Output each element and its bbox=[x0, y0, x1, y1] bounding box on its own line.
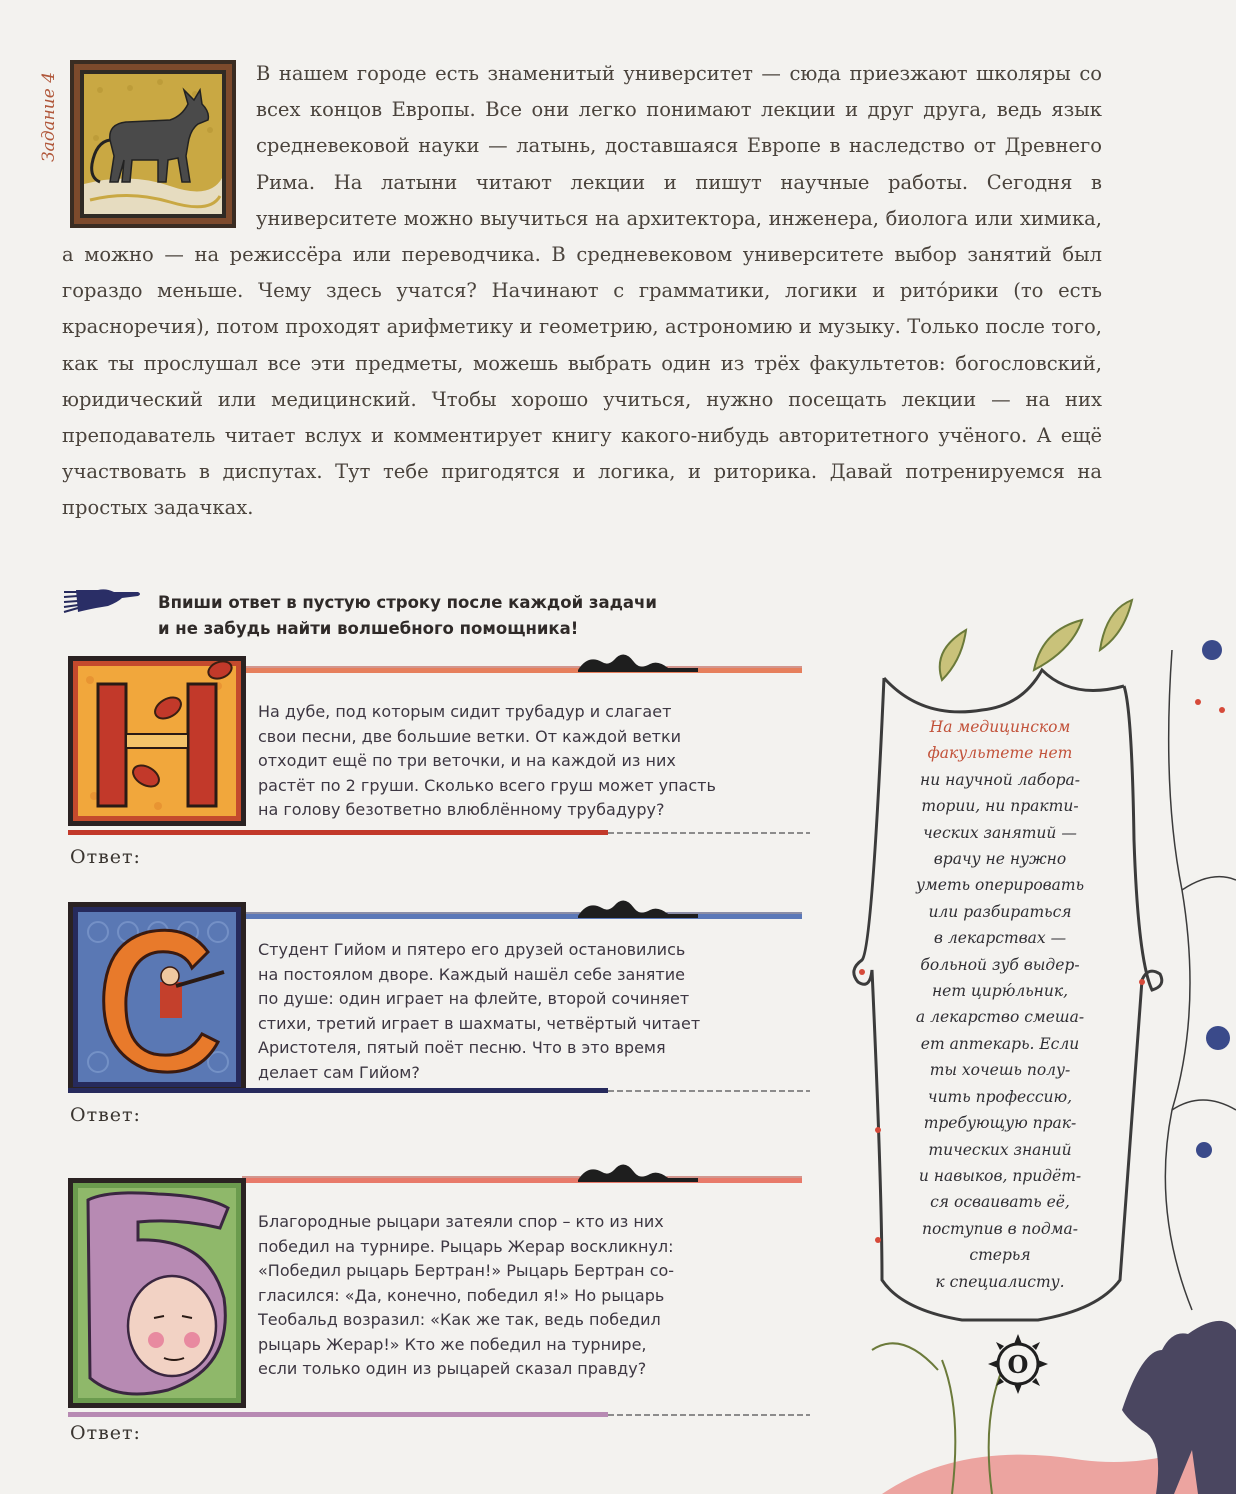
decorative-rule bbox=[242, 912, 802, 920]
helper-letter: О bbox=[1007, 1349, 1029, 1379]
wave-ornament bbox=[578, 896, 698, 920]
intro-paragraph: В нашем городе есть знаменитый университет — сюда приезжают школяры со всех концов Европы. Все они легко понимают лекции и друг друга, ведь язык средневековой науки — латынь, доставшаяся Европе в наследство от Древнего Рима. На латыни читают лекции и пишут научные работы. Сегодня в университете можно выучиться на архитектора, инженера, биолога или химика, а можно — на режиссёра или переводчика. В средневековом университете выбор занятий был гораздо меньше. Чему здесь учатся? Начинают с грамматики, логики и рито́рики (то есть красноречия), потом проходят арифметику и геометрию, астрономию и музыку. Только после того, как ты прослушал все эти предметы, можешь выбрать один из трёх факультетов: богословский, юридический или медицинский. Чтобы хорошо учиться, нужно посещать лекции — на них преподаватель читает вслух и комментирует книгу какого-нибудь авторитетного учёного. А ещё участвовать в диспутах. Тут тебе пригодятся и логика, и риторика. Давай потренируемся на простых задачках. bbox=[62, 62, 1102, 520]
task-3-text: Благородные рыцари затеяли спор – кто из них победил на турнире. Рыцарь Жерар воскликнул: «Победил рыцарь Бертран!» Рыцарь Бертран со- гласился: «Да, конечно, победил я!» Но рыцарь Теобальд возразил: «Как же так, ведь победил рыцарь Жерар!» Кто же победил на турнире, если только один из рыцарей сказал правду? bbox=[258, 1212, 675, 1378]
task-card bbox=[68, 1166, 758, 1456]
wave-ornament bbox=[578, 1160, 698, 1184]
wave-ornament bbox=[578, 650, 698, 674]
initial-letter-n bbox=[68, 656, 246, 826]
task-number-label: Задание 4 bbox=[39, 71, 60, 163]
answer-label: Ответ: bbox=[70, 1422, 141, 1444]
task-card bbox=[68, 902, 758, 1132]
decorative-rule bbox=[68, 1088, 810, 1094]
pointing-hand-icon bbox=[62, 584, 142, 620]
task-2-text: Студент Гийом и пятеро его друзей остановились на постоялом дворе. Каждый нашёл себе занятие по душе: один играет на флейте, второй сочиняет стихи, третий играет в шахматы, четвёртый читает Аристотеля, пятый поёт песню. Что в это время делает сам Гийом? bbox=[258, 940, 701, 1082]
initial-letter-s bbox=[68, 902, 246, 1092]
decorative-rule bbox=[68, 830, 810, 836]
task-card bbox=[68, 656, 758, 866]
answer-label: Ответ: bbox=[70, 1104, 141, 1126]
initial-letter-b bbox=[68, 1178, 246, 1408]
answer-label: Ответ: bbox=[70, 846, 141, 868]
instruction-text: Впиши ответ в пустую строку после каждой задачи и не забудь найти волшебного помощника! bbox=[158, 593, 657, 638]
decorative-rule bbox=[242, 666, 802, 674]
decorative-rule bbox=[68, 1412, 810, 1418]
sidebar-note: На медицинском факультете нет ни научной лабора- тории, ни практи- ческих занятий — врачу не нужно уметь оперировать или разбираться в лекарствах — больной зуб выдер- нет цирю́льник, а лекарство смеша- ет аптекарь. Если ты хочешь полу- чить профессию, требующую прак- тических знаний и навыков, придёт- ся осваивать её, поступив в подма- стерья к специалисту. bbox=[915, 718, 1085, 1291]
decorative-rule bbox=[242, 1176, 802, 1184]
task-1-text: На дубе, под которым сидит трубадур и слагает свои песни, две большие ветки. От каждой ветки отходит ещё по три веточки, и на каждой из них растёт по 2 груши. Сколько всего груш может упасть на голову безответно влюблённому трубадуру? bbox=[258, 702, 716, 819]
